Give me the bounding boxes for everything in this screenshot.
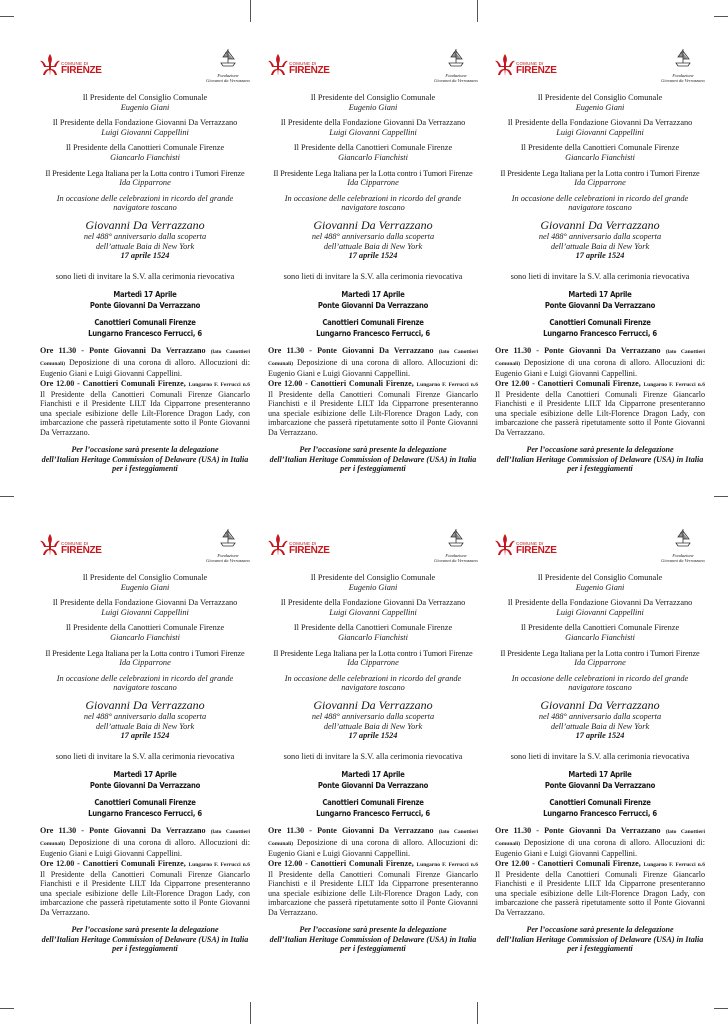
venue-address: Lungarno Francesco Ferrucci, 6: [316, 808, 430, 818]
event-place: Ponte Giovanni Da Verrazzano: [544, 300, 656, 310]
host-role: Il Presidente del Consiglio Comunale: [310, 573, 436, 582]
closing-line: per i festeggiamenti: [567, 944, 633, 954]
program-time: Ore 12.00 - Canottieri Comunali Firenze,: [40, 378, 186, 388]
host-name: Luigi Giovanni Cappellini: [101, 127, 189, 137]
host-role: Il Presidente Lega Italiana per la Lotta contro i Tumori Firenze: [45, 648, 245, 658]
host-3: [40, 623, 250, 642]
host-name: Eugenio Giani: [120, 102, 170, 112]
program-note: Lungarno F. Ferrucci n.6: [416, 381, 478, 388]
host-role: Il Presidente Lega Italiana per la Lotta contro i Tumori Firenze: [500, 168, 700, 178]
closing-line: per i festeggiamenti: [340, 944, 406, 954]
crop-mark: [714, 496, 728, 497]
program-time: Ore 11.30 - Ponte Giovanni Da Verrazzano: [268, 826, 434, 836]
occasion-text: In occasione delle celebrazioni in ricordo del grande navigatore toscano: [56, 673, 234, 693]
program-item-1: [40, 826, 250, 858]
host-2: [268, 118, 478, 137]
program-note: (lato Canottieri Comunali): [495, 349, 705, 367]
program-note: Lungarno F. Ferrucci n.6: [188, 381, 250, 388]
program-text: Il Presidente della Canottieri Comunali Firenze Giancarlo Fianchisti e il Presidente LILT Ida Cipparrone presenteranno una speciale esibizione delle Lilt-Florence Dragon Lady, con imbarcazione che passerà ripetutamente sotto il Ponte Giovanni Da Verrazzano.: [268, 389, 478, 437]
program-note: (lato Canottieri Comunali): [268, 349, 478, 367]
host-role: Il Presidente della Canottieri Comunale Firenze: [293, 623, 453, 633]
hero-line-2: dell’attuale Baia di New York: [95, 241, 195, 251]
hero-line-2: dell’attuale Baia di New York: [323, 241, 423, 251]
sailing-ship-icon: [674, 48, 692, 68]
fleur-de-lis-icon: [495, 54, 515, 76]
venue-name: Canottieri Comunali Firenze: [322, 318, 424, 328]
closing-note: [495, 445, 705, 474]
fleur-de-lis-icon: [495, 534, 515, 556]
program: [268, 346, 478, 437]
comune-firenze-logo: [495, 534, 557, 556]
host-4: [495, 649, 705, 668]
fondazione-logo: [661, 528, 705, 563]
invite-line: sono lieti di invitare la S.V. alla cerimonia rievocativa: [55, 751, 235, 761]
program-note: Lungarno F. Ferrucci n.6: [643, 381, 705, 388]
program-time: Ore 11.30 - Ponte Giovanni Da Verrazzano: [495, 346, 661, 356]
program-time: Ore 11.30 - Ponte Giovanni Da Verrazzano: [268, 346, 434, 356]
logo-header: [268, 48, 478, 86]
program-text: Il Presidente della Canottieri Comunali Firenze Giancarlo Fianchisti e il Presidente LILT Ida Cipparrone presenteranno una speciale esibizione delle Lilt-Florence Dragon Lady, con imbarcazione che passerà ripetutamente sotto il Ponte Giovanni Da Verrazzano.: [40, 869, 250, 917]
host-1: [268, 93, 478, 112]
occasion-text: In occasione delle celebrazioni in ricordo del grande navigatore toscano: [56, 193, 234, 213]
venue-name: Canottieri Comunali Firenze: [94, 798, 196, 808]
sailing-ship-icon: [447, 48, 465, 68]
logo-header: [40, 48, 250, 86]
program-item-2: [40, 859, 250, 917]
hero-name: Giovanni Da Verrazzano: [540, 217, 660, 232]
host-role: Il Presidente della Canottieri Comunale Firenze: [65, 143, 225, 153]
crop-mark: [0, 1008, 14, 1009]
program-note: (lato Canottieri Comunali): [495, 829, 705, 847]
hero-date: 17 aprile 1524: [120, 731, 170, 741]
host-name: Eugenio Giani: [120, 582, 170, 592]
crop-mark: [714, 1008, 728, 1009]
program-time: Ore 12.00 - Canottieri Comunali Firenze,: [495, 378, 641, 388]
host-name: Luigi Giovanni Cappellini: [556, 607, 644, 617]
closing-line: Per l’occasione sarà presente la delegazione: [526, 444, 674, 454]
host-role: Il Presidente del Consiglio Comunale: [310, 93, 436, 102]
event-place: Ponte Giovanni Da Verrazzano: [544, 780, 656, 790]
logo-header: [268, 528, 478, 566]
host-3: [495, 143, 705, 162]
closing-line: Per l’occasione sarà presente la delegazione: [71, 444, 219, 454]
occasion-text: In occasione delle celebrazioni in ricordo del grande navigatore toscano: [511, 193, 689, 213]
host-role: Il Presidente della Canottieri Comunale Firenze: [293, 143, 453, 153]
hero-line-1: nel 488° anniversario dalla scoperta: [311, 231, 435, 241]
comune-firenze-logo: [268, 534, 330, 556]
event-place: Ponte Giovanni Da Verrazzano: [89, 300, 201, 310]
hero-name: Giovanni Da Verrazzano: [313, 217, 433, 232]
logo-header: [495, 48, 705, 86]
program-item-1: [495, 826, 705, 858]
host-1: [40, 573, 250, 592]
host-name: Luigi Giovanni Cappellini: [329, 127, 417, 137]
hero-name: Giovanni Da Verrazzano: [85, 217, 205, 232]
comune-firenze-logo: [268, 54, 330, 76]
closing-note: [268, 925, 478, 954]
venue-address: Lungarno Francesco Ferrucci, 6: [88, 808, 202, 818]
crop-mark: [0, 16, 14, 17]
program-item-1: [268, 346, 478, 378]
host-2: [268, 598, 478, 617]
program-note: Lungarno F. Ferrucci n.6: [643, 861, 705, 868]
program-time: Ore 12.00 - Canottieri Comunali Firenze,: [495, 858, 641, 868]
program-time: Ore 12.00 - Canottieri Comunali Firenze,: [268, 378, 414, 388]
program-item-1: [268, 826, 478, 858]
host-name: Eugenio Giani: [575, 102, 625, 112]
hero-date: 17 aprile 1524: [348, 251, 398, 261]
closing-line: per i festeggiamenti: [112, 464, 178, 474]
closing-line: Per l’occasione sarà presente la delegazione: [299, 924, 447, 934]
city-label: FIRENZE: [516, 545, 557, 556]
program-text: Deposizione di una corona di alloro. Allocuzioni di: Eugenio Giani e Luigi Giovanni Cappellini.: [268, 837, 478, 859]
invite-line: sono lieti di invitare la S.V. alla cerimonia rievocativa: [510, 751, 690, 761]
hero-date: 17 aprile 1524: [575, 251, 625, 261]
host-role: Il Presidente della Canottieri Comunale Firenze: [65, 623, 225, 633]
venue-name: Canottieri Comunali Firenze: [94, 318, 196, 328]
fondazione-label: Fondazione: [445, 553, 467, 558]
fondazione-name: Giovanni da Verrazzano: [661, 558, 705, 563]
host-role: Il Presidente della Fondazione Giovanni Da Verrazzano: [280, 598, 466, 608]
crop-mark: [477, 1002, 478, 1024]
hero-name: Giovanni Da Verrazzano: [85, 697, 205, 712]
comune-firenze-logo: [40, 534, 102, 556]
crop-mark: [477, 0, 478, 22]
host-role: Il Presidente Lega Italiana per la Lotta contro i Tumori Firenze: [45, 168, 245, 178]
event-day: Martedì 17 Aprile: [341, 290, 405, 300]
host-1: [40, 93, 250, 112]
program-time: Ore 12.00 - Canottieri Comunali Firenze,: [268, 858, 414, 868]
closing-note: [40, 925, 250, 954]
fondazione-name: Giovanni da Verrazzano: [661, 78, 705, 83]
event-day: Martedì 17 Aprile: [568, 770, 632, 780]
host-name: Ida Cipparrone: [347, 658, 399, 668]
hero-line-2: dell’attuale Baia di New York: [550, 241, 650, 251]
hero-line-1: nel 488° anniversario dalla scoperta: [311, 711, 435, 721]
hero-line-2: dell’attuale Baia di New York: [323, 721, 423, 731]
closing-line: dell’Italian Heritage Commission of Delaware (USA) in Italia: [269, 454, 477, 464]
program-item-1: [40, 346, 250, 378]
fleur-de-lis-icon: [268, 54, 288, 76]
host-2: [495, 118, 705, 137]
program-time: Ore 11.30 - Ponte Giovanni Da Verrazzano: [495, 826, 661, 836]
event-day: Martedì 17 Aprile: [568, 290, 632, 300]
fleur-de-lis-icon: [268, 534, 288, 556]
hero-name: Giovanni Da Verrazzano: [540, 697, 660, 712]
venue-address: Lungarno Francesco Ferrucci, 6: [88, 328, 202, 338]
event-place: Ponte Giovanni Da Verrazzano: [317, 780, 429, 790]
comune-label: COMUNE DI: [61, 540, 89, 546]
invite-line: sono lieti di invitare la S.V. alla cerimonia rievocativa: [283, 751, 463, 761]
host-name: Ida Cipparrone: [119, 658, 171, 668]
host-2: [40, 118, 250, 137]
closing-note: [268, 445, 478, 474]
host-2: [40, 598, 250, 617]
invitation-card: [495, 48, 705, 518]
city-label: FIRENZE: [289, 65, 330, 76]
program-text: Deposizione di una corona di alloro. Allocuzioni di: Eugenio Giani e Luigi Giovanni Cappellini.: [495, 357, 705, 379]
invitation-card: [268, 528, 478, 998]
closing-line: Per l’occasione sarà presente la delegazione: [526, 924, 674, 934]
hero-date: 17 aprile 1524: [575, 731, 625, 741]
comune-label: COMUNE DI: [289, 540, 317, 546]
event-day: Martedì 17 Aprile: [113, 770, 177, 780]
comune-firenze-logo: [40, 54, 102, 76]
fondazione-label: Fondazione: [217, 553, 239, 558]
program-note: (lato Canottieri Comunali): [40, 349, 250, 367]
event-day: Martedì 17 Aprile: [341, 770, 405, 780]
program-item-2: [495, 859, 705, 917]
crop-mark: [0, 496, 14, 497]
invitation-card: [268, 48, 478, 518]
invitation-card: [40, 48, 250, 518]
program-text: Deposizione di una corona di alloro. Allocuzioni di: Eugenio Giani e Luigi Giovanni Cappellini.: [268, 357, 478, 379]
host-name: Giancarlo Fianchisti: [110, 632, 180, 642]
fleur-de-lis-icon: [40, 54, 60, 76]
closing-line: per i festeggiamenti: [112, 944, 178, 954]
fondazione-logo: [206, 528, 250, 563]
city-label: FIRENZE: [289, 545, 330, 556]
program-text: Deposizione di una corona di alloro. Allocuzioni di: Eugenio Giani e Luigi Giovanni Cappellini.: [495, 837, 705, 859]
host-1: [268, 573, 478, 592]
logo-header: [495, 528, 705, 566]
fondazione-name: Giovanni da Verrazzano: [434, 78, 478, 83]
fondazione-logo: [434, 528, 478, 563]
host-1: [495, 573, 705, 592]
fondazione-label: Fondazione: [445, 73, 467, 78]
program-item-2: [268, 379, 478, 437]
host-2: [495, 598, 705, 617]
host-role: Il Presidente della Fondazione Giovanni Da Verrazzano: [52, 118, 238, 128]
program-note: (lato Canottieri Comunali): [40, 829, 250, 847]
program: [40, 346, 250, 437]
fondazione-name: Giovanni da Verrazzano: [206, 558, 250, 563]
program-time: Ore 11.30 - Ponte Giovanni Da Verrazzano: [40, 346, 206, 356]
program-text: Il Presidente della Canottieri Comunali Firenze Giancarlo Fianchisti e il Presidente LILT Ida Cipparrone presenteranno una speciale esibizione delle Lilt-Florence Dragon Lady, con imbarcazione che passerà ripetutamente sotto il Ponte Giovanni Da Verrazzano.: [495, 869, 705, 917]
program: [40, 826, 250, 917]
comune-label: COMUNE DI: [61, 60, 89, 66]
host-role: Il Presidente della Fondazione Giovanni Da Verrazzano: [280, 118, 466, 128]
host-role: Il Presidente Lega Italiana per la Lotta contro i Tumori Firenze: [273, 648, 473, 658]
host-4: [40, 649, 250, 668]
host-role: Il Presidente del Consiglio Comunale: [82, 93, 208, 102]
fondazione-label: Fondazione: [672, 553, 694, 558]
program-item-2: [495, 379, 705, 437]
fleur-de-lis-icon: [40, 534, 60, 556]
city-label: FIRENZE: [61, 65, 102, 76]
host-role: Il Presidente del Consiglio Comunale: [82, 573, 208, 582]
fondazione-name: Giovanni da Verrazzano: [434, 558, 478, 563]
host-role: Il Presidente Lega Italiana per la Lotta contro i Tumori Firenze: [273, 168, 473, 178]
crop-mark: [714, 16, 728, 17]
host-role: Il Presidente della Canottieri Comunale Firenze: [520, 143, 680, 153]
fondazione-name: Giovanni da Verrazzano: [206, 78, 250, 83]
closing-note: [495, 925, 705, 954]
hero-line-1: nel 488° anniversario dalla scoperta: [538, 231, 662, 241]
host-name: Luigi Giovanni Cappellini: [329, 607, 417, 617]
venue-address: Lungarno Francesco Ferrucci, 6: [543, 808, 657, 818]
sailing-ship-icon: [219, 528, 237, 548]
closing-line: dell’Italian Heritage Commission of Delaware (USA) in Italia: [41, 934, 249, 944]
program-note: (lato Canottieri Comunali): [268, 829, 478, 847]
hero-date: 17 aprile 1524: [120, 251, 170, 261]
host-role: Il Presidente della Fondazione Giovanni Da Verrazzano: [507, 598, 693, 608]
host-role: Il Presidente del Consiglio Comunale: [537, 93, 663, 102]
comune-firenze-logo: [495, 54, 557, 76]
host-name: Luigi Giovanni Cappellini: [101, 607, 189, 617]
program-time: Ore 11.30 - Ponte Giovanni Da Verrazzano: [40, 826, 206, 836]
host-3: [268, 143, 478, 162]
host-3: [495, 623, 705, 642]
fondazione-logo: [434, 48, 478, 83]
host-name: Giancarlo Fianchisti: [338, 152, 408, 162]
venue-address: Lungarno Francesco Ferrucci, 6: [316, 328, 430, 338]
host-name: Giancarlo Fianchisti: [565, 152, 635, 162]
host-role: Il Presidente della Fondazione Giovanni Da Verrazzano: [52, 598, 238, 608]
invite-line: sono lieti di invitare la S.V. alla cerimonia rievocativa: [510, 271, 690, 281]
closing-line: dell’Italian Heritage Commission of Delaware (USA) in Italia: [41, 454, 249, 464]
program-item-2: [40, 379, 250, 437]
fondazione-logo: [661, 48, 705, 83]
sailing-ship-icon: [674, 528, 692, 548]
fondazione-label: Fondazione: [217, 73, 239, 78]
venue-name: Canottieri Comunali Firenze: [549, 798, 651, 808]
program-item-2: [268, 859, 478, 917]
host-3: [268, 623, 478, 642]
venue-name: Canottieri Comunali Firenze: [549, 318, 651, 328]
program-text: Deposizione di una corona di alloro. Allocuzioni di: Eugenio Giani e Luigi Giovanni Cappellini.: [40, 357, 250, 379]
program-item-1: [495, 346, 705, 378]
closing-line: per i festeggiamenti: [567, 464, 633, 474]
event-place: Ponte Giovanni Da Verrazzano: [317, 300, 429, 310]
program-text: Il Presidente della Canottieri Comunali Firenze Giancarlo Fianchisti e il Presidente LILT Ida Cipparrone presenteranno una speciale esibizione delle Lilt-Florence Dragon Lady, con imbarcazione che passerà ripetutamente sotto il Ponte Giovanni Da Verrazzano.: [495, 389, 705, 437]
hero-name: Giovanni Da Verrazzano: [313, 697, 433, 712]
host-role: Il Presidente della Canottieri Comunale Firenze: [520, 623, 680, 633]
closing-line: dell’Italian Heritage Commission of Delaware (USA) in Italia: [496, 454, 704, 464]
invite-line: sono lieti di invitare la S.V. alla cerimonia rievocativa: [283, 271, 463, 281]
city-label: FIRENZE: [516, 65, 557, 76]
host-4: [268, 169, 478, 188]
program-text: Il Presidente della Canottieri Comunali Firenze Giancarlo Fianchisti e il Presidente LILT Ida Cipparrone presenteranno una speciale esibizione delle Lilt-Florence Dragon Lady, con imbarcazione che passerà ripetutamente sotto il Ponte Giovanni Da Verrazzano.: [40, 389, 250, 437]
host-name: Giancarlo Fianchisti: [338, 632, 408, 642]
program: [495, 346, 705, 437]
comune-label: COMUNE DI: [289, 60, 317, 66]
venue-address: Lungarno Francesco Ferrucci, 6: [543, 328, 657, 338]
city-label: FIRENZE: [61, 545, 102, 556]
invitation-card: [495, 528, 705, 998]
program-time: Ore 12.00 - Canottieri Comunali Firenze,: [40, 858, 186, 868]
closing-line: dell’Italian Heritage Commission of Delaware (USA) in Italia: [269, 934, 477, 944]
hero-line-1: nel 488° anniversario dalla scoperta: [83, 231, 207, 241]
comune-label: COMUNE DI: [516, 60, 544, 66]
venue-name: Canottieri Comunali Firenze: [322, 798, 424, 808]
hero-line-1: nel 488° anniversario dalla scoperta: [83, 711, 207, 721]
fondazione-label: Fondazione: [672, 73, 694, 78]
program: [495, 826, 705, 917]
hero-date: 17 aprile 1524: [348, 731, 398, 741]
sailing-ship-icon: [219, 48, 237, 68]
occasion-text: In occasione delle celebrazioni in ricordo del grande navigatore toscano: [284, 193, 462, 213]
crop-mark: [250, 1002, 251, 1024]
occasion-text: In occasione delle celebrazioni in ricordo del grande navigatore toscano: [511, 673, 689, 693]
event-place: Ponte Giovanni Da Verrazzano: [89, 780, 201, 790]
hero-line-2: dell’attuale Baia di New York: [550, 721, 650, 731]
sailing-ship-icon: [447, 528, 465, 548]
host-role: Il Presidente della Fondazione Giovanni Da Verrazzano: [507, 118, 693, 128]
host-name: Eugenio Giani: [575, 582, 625, 592]
host-4: [268, 649, 478, 668]
fondazione-logo: [206, 48, 250, 83]
program-note: Lungarno F. Ferrucci n.6: [416, 861, 478, 868]
host-4: [495, 169, 705, 188]
program: [268, 826, 478, 917]
occasion-text: In occasione delle celebrazioni in ricordo del grande navigatore toscano: [284, 673, 462, 693]
host-name: Luigi Giovanni Cappellini: [556, 127, 644, 137]
closing-line: per i festeggiamenti: [340, 464, 406, 474]
hero-line-1: nel 488° anniversario dalla scoperta: [538, 711, 662, 721]
closing-line: dell’Italian Heritage Commission of Delaware (USA) in Italia: [496, 934, 704, 944]
host-name: Eugenio Giani: [348, 102, 398, 112]
host-role: Il Presidente del Consiglio Comunale: [537, 573, 663, 582]
host-name: Eugenio Giani: [348, 582, 398, 592]
program-text: Deposizione di una corona di alloro. Allocuzioni di: Eugenio Giani e Luigi Giovanni Cappellini.: [40, 837, 250, 859]
logo-header: [40, 528, 250, 566]
comune-label: COMUNE DI: [516, 540, 544, 546]
host-role: Il Presidente Lega Italiana per la Lotta contro i Tumori Firenze: [500, 648, 700, 658]
event-day: Martedì 17 Aprile: [113, 290, 177, 300]
host-3: [40, 143, 250, 162]
host-name: Ida Cipparrone: [347, 178, 399, 188]
closing-line: Per l’occasione sarà presente la delegazione: [299, 444, 447, 454]
host-name: Giancarlo Fianchisti: [565, 632, 635, 642]
program-text: Il Presidente della Canottieri Comunali Firenze Giancarlo Fianchisti e il Presidente LILT Ida Cipparrone presenteranno una speciale esibizione delle Lilt-Florence Dragon Lady, con imbarcazione che passerà ripetutamente sotto il Ponte Giovanni Da Verrazzano.: [268, 869, 478, 917]
host-4: [40, 169, 250, 188]
invite-line: sono lieti di invitare la S.V. alla cerimonia rievocativa: [55, 271, 235, 281]
host-1: [495, 93, 705, 112]
host-name: Ida Cipparrone: [119, 178, 171, 188]
host-name: Giancarlo Fianchisti: [110, 152, 180, 162]
closing-note: [40, 445, 250, 474]
closing-line: Per l’occasione sarà presente la delegazione: [71, 924, 219, 934]
crop-mark: [250, 0, 251, 22]
invitation-card: [40, 528, 250, 998]
program-note: Lungarno F. Ferrucci n.6: [188, 861, 250, 868]
hero-line-2: dell’attuale Baia di New York: [95, 721, 195, 731]
host-name: Ida Cipparrone: [574, 658, 626, 668]
host-name: Ida Cipparrone: [574, 178, 626, 188]
